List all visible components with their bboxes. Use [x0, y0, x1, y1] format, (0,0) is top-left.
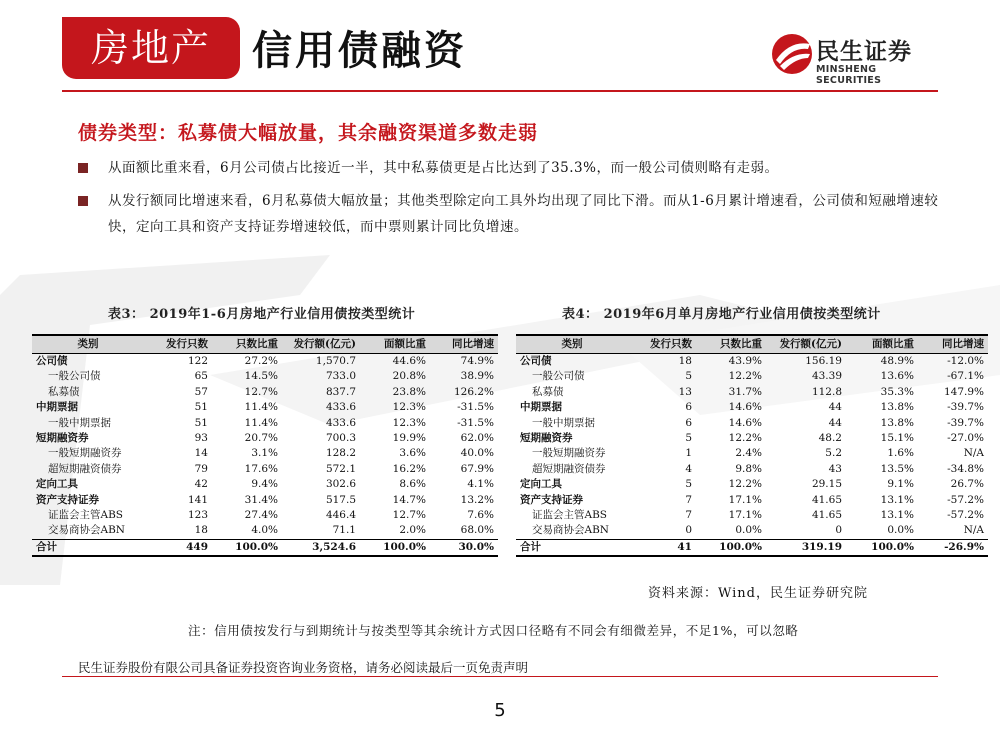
table4-value-cell: 7	[685, 509, 692, 522]
table3-value-cell: 14.7%	[392, 493, 426, 506]
table4-value-cell: 31.7%	[728, 385, 762, 398]
table3-value-cell: 62.0%	[460, 432, 494, 445]
table3-header-cell: 只数比重	[212, 335, 282, 354]
table3-header-row	[32, 335, 498, 354]
table4-value-cell: -34.8%	[947, 462, 984, 475]
table4-row	[516, 431, 988, 446]
table3-category-cell: 证监会主管ABS	[48, 509, 123, 522]
table4-value-cell: 44	[828, 416, 842, 429]
table3-value-cell: 93	[194, 432, 208, 445]
table4-value-cell: 18	[678, 355, 692, 367]
table3-header-cell: 同比增速	[430, 335, 498, 354]
table4-value-cell: 1	[685, 447, 692, 460]
table4-value-cell: 100.0%	[846, 539, 918, 556]
table3-category-cell: 定向工具	[36, 478, 78, 491]
table4-value-cell: 13.8%	[880, 416, 914, 429]
table3-value-cell: 12.7%	[392, 509, 426, 522]
table4-value-cell: 0.0%	[887, 524, 914, 537]
table3-value-cell: 27.4%	[244, 509, 278, 522]
table4-value-cell: 29.15	[811, 478, 842, 491]
table3-header-cell: 面额比重	[360, 335, 430, 354]
table3-header-cell: 发行额(亿元)	[282, 335, 360, 354]
table3-value-cell: 11.4%	[244, 401, 278, 414]
table3-value-cell: 40.0%	[460, 447, 494, 460]
source-note: 资料来源：Wind，民生证券研究院	[648, 586, 868, 601]
table4-value-cell: 5.2	[825, 447, 842, 460]
table3-value-cell: 57	[194, 385, 208, 398]
table3-value-cell: 3,524.6	[282, 539, 360, 556]
table3-value-cell: 17.6%	[244, 462, 278, 475]
table4-value-cell: 26.7%	[950, 478, 984, 491]
table3-category-cell: 短期融资券	[36, 432, 89, 445]
table4-value-cell: 17.1%	[728, 509, 762, 522]
table3-value-cell: 67.9%	[460, 462, 494, 475]
table4-value-cell: 2.4%	[735, 447, 762, 460]
table3-value-cell: 12.7%	[244, 385, 278, 398]
table4-value-cell: -26.9%	[918, 539, 988, 556]
table4-value-cell: 9.8%	[735, 462, 762, 475]
table4-value-cell: 6	[685, 401, 692, 414]
table4-category-cell: 私募债	[532, 385, 564, 398]
table3-value-cell: 68.0%	[460, 524, 494, 537]
logo-english-name: MINSHENG SECURITIES	[816, 64, 882, 86]
table3-category-cell: 中期票据	[36, 401, 78, 414]
table3-value-cell: 11.4%	[244, 416, 278, 429]
table3-value-cell: 4.0%	[251, 524, 278, 537]
table3-category-cell: 资产支持证券	[36, 493, 99, 506]
table3-row	[32, 523, 498, 539]
table4-value-cell: 5	[685, 370, 692, 383]
table3-row	[32, 477, 498, 492]
table4-header-cell: 发行只数	[628, 335, 696, 354]
table4-category-cell: 资产支持证券	[520, 493, 583, 506]
table3-value-cell: 74.9%	[460, 355, 494, 367]
table4-value-cell: 43	[828, 462, 842, 475]
table4-value-cell: 17.1%	[728, 493, 762, 506]
table4-category-cell: 一般公司债	[532, 370, 585, 383]
table3-value-cell: 27.2%	[244, 355, 278, 367]
table3-value-cell: 20.7%	[244, 432, 278, 445]
table3-value-cell: -31.5%	[457, 416, 494, 429]
page-number: 5	[494, 700, 506, 721]
table3-row	[32, 385, 498, 400]
table4-value-cell: 15.1%	[880, 432, 914, 445]
table3-row	[32, 462, 498, 477]
table4-category-cell: 合计	[516, 539, 628, 556]
table3-value-cell: 7.6%	[467, 509, 494, 522]
table3-value-cell: 16.2%	[392, 462, 426, 475]
table3-value-cell: 100.0%	[360, 539, 430, 556]
table3-row	[32, 446, 498, 461]
table4-value-cell: 41	[628, 539, 696, 556]
table4-value-cell: N/A	[963, 447, 984, 460]
table4-value-cell: 100.0%	[696, 539, 766, 556]
table4-row	[516, 493, 988, 508]
table4-value-cell: -27.0%	[947, 432, 984, 445]
table4-value-cell: 14.6%	[728, 401, 762, 414]
table3-value-cell: 20.8%	[392, 370, 426, 383]
table4-category-cell: 中期票据	[520, 401, 562, 414]
footer-disclaimer: 民生证券股份有限公司具备证券投资咨询业务资格，请务必阅读最后一页免责声明	[78, 660, 529, 675]
table3-value-cell: 30.0%	[430, 539, 498, 556]
table4-value-cell: 5	[685, 432, 692, 445]
table3	[32, 334, 498, 557]
table4-header-cell: 同比增速	[918, 335, 988, 354]
table4-value-cell: 7	[685, 493, 692, 506]
company-logo	[770, 30, 945, 86]
table4-value-cell: 6	[685, 416, 692, 429]
table4-value-cell: 41.65	[811, 493, 842, 506]
table3-value-cell: 446.4	[325, 509, 356, 522]
footer-divider	[62, 676, 938, 677]
table4-value-cell: 5	[685, 478, 692, 491]
table4-value-cell: 9.1%	[887, 478, 914, 491]
footnote: 注：信用债按发行与到期统计与按类型等其余统计方式因口径略有不同会有细微差异，不足1%，可以忽略	[188, 623, 799, 638]
table3-total-row	[32, 539, 498, 556]
table3-header-cell: 发行只数	[144, 335, 212, 354]
table4-header-cell: 只数比重	[696, 335, 766, 354]
table3-value-cell: 126.2%	[453, 385, 494, 398]
table4-value-cell: 41.65	[811, 509, 842, 522]
header-divider	[62, 90, 938, 92]
table3-value-cell: 449	[144, 539, 212, 556]
category-tag: 房地产	[62, 17, 240, 79]
table3-value-cell: 19.9%	[392, 432, 426, 445]
logo-chinese-name: 民生证券	[816, 39, 912, 65]
table4-value-cell: 1.6%	[887, 447, 914, 460]
table3-value-cell: 433.6	[325, 416, 356, 429]
table4-header-row	[516, 335, 988, 354]
table4-row	[516, 523, 988, 539]
table3-value-cell: 13.2%	[460, 493, 494, 506]
table3-value-cell: 42	[194, 478, 208, 491]
table4-value-cell: 156.19	[805, 355, 842, 367]
table4-value-cell: 48.9%	[880, 355, 914, 367]
table4-header-cell: 面额比重	[846, 335, 918, 354]
bullet-paragraph-1: 从面额比重来看，6月公司债占比接近一半，其中私募债更是占比达到了35.3%，而一般公司债则略有走弱。	[108, 160, 779, 176]
table3-row	[32, 493, 498, 508]
table4-value-cell: 319.19	[766, 539, 846, 556]
table3-row	[32, 354, 498, 370]
table3-value-cell: 31.4%	[244, 493, 278, 506]
table4-value-cell: -39.7%	[947, 401, 984, 414]
table3-value-cell: 302.6	[325, 478, 356, 491]
table3-value-cell: 433.6	[325, 401, 356, 414]
table4-row	[516, 462, 988, 477]
table3-value-cell: 733.0	[325, 370, 356, 383]
table4-value-cell: -67.1%	[947, 370, 984, 383]
table3-value-cell: 3.1%	[251, 447, 278, 460]
table4-row	[516, 385, 988, 400]
table3-value-cell: 14	[194, 447, 208, 460]
table3-value-cell: 837.7	[325, 385, 356, 398]
table3-value-cell: 8.6%	[399, 478, 426, 491]
table4-value-cell: 0	[685, 524, 692, 537]
table3-category-cell: 私募债	[48, 385, 80, 398]
table4-value-cell: 12.2%	[728, 370, 762, 383]
logo-mark-icon	[770, 30, 814, 78]
bullet-marker-icon	[78, 196, 88, 206]
table4-value-cell: 43.39	[811, 370, 842, 383]
table3-caption: 表3： 2019年1-6月房地产行业信用债按类型统计	[108, 307, 416, 322]
table3-header-cell: 类别	[32, 335, 144, 354]
table4-category-cell: 超短期融资债券	[532, 462, 606, 475]
table4-total-row	[516, 539, 988, 556]
table4-value-cell: -57.2%	[947, 493, 984, 506]
table4-value-cell: 44	[828, 401, 842, 414]
table3-value-cell: 38.9%	[460, 370, 494, 383]
table3-value-cell: 123	[187, 509, 208, 522]
table3-value-cell: 12.3%	[392, 401, 426, 414]
table4-value-cell: 4	[685, 462, 692, 475]
table4-value-cell: 14.6%	[728, 416, 762, 429]
table3-value-cell: 122	[187, 355, 208, 367]
table3-value-cell: 51	[194, 401, 208, 414]
table4-header-cell: 发行额(亿元)	[766, 335, 846, 354]
table4-category-cell: 定向工具	[520, 478, 562, 491]
table3-value-cell: 700.3	[325, 432, 356, 445]
table3-value-cell: 14.5%	[244, 370, 278, 383]
table3-value-cell: 100.0%	[212, 539, 282, 556]
table3-category-cell: 超短期融资债券	[48, 462, 122, 475]
table4-row	[516, 508, 988, 523]
table4-caption: 表4： 2019年6月单月房地产行业信用债按类型统计	[562, 307, 881, 322]
table4-value-cell: 0	[835, 524, 842, 537]
table3-value-cell: 44.6%	[392, 355, 426, 367]
table3-category-cell: 合计	[32, 539, 144, 556]
page-title: 信用债融资	[252, 27, 467, 74]
table4-row	[516, 416, 988, 431]
table3-value-cell: 71.1	[332, 524, 356, 537]
table4-category-cell: 交易商协会ABN	[532, 524, 609, 537]
table4-value-cell: 12.2%	[728, 478, 762, 491]
table3-category-cell: 交易商协会ABN	[48, 524, 125, 537]
table4-value-cell: -12.0%	[947, 355, 984, 367]
table4-value-cell: 12.2%	[728, 432, 762, 445]
table4-header-cell: 类别	[516, 335, 628, 354]
table4-value-cell: 13.6%	[880, 370, 914, 383]
table3-value-cell: 12.3%	[392, 416, 426, 429]
table4-value-cell: 13	[678, 385, 692, 398]
table4-category-cell: 一般中期票据	[532, 416, 595, 429]
table3-value-cell: 4.1%	[467, 478, 494, 491]
table4-value-cell: 43.9%	[728, 355, 762, 367]
table3-row	[32, 508, 498, 523]
table4-value-cell: N/A	[963, 524, 984, 537]
bullet-paragraph-2: 从发行额同比增速来看，6月私募债大幅放量；其他类型除定向工具外均出现了同比下滑。而从1-6月累计增速看，公司债和短融增速较快，定向工具和资产支持证券增速较低，而中票则累计同比负增速。	[108, 193, 939, 235]
table4-row	[516, 477, 988, 492]
table4-value-cell: 147.9%	[943, 385, 984, 398]
table3-value-cell: 517.5	[325, 493, 356, 506]
table4	[516, 334, 988, 557]
table3-value-cell: 51	[194, 416, 208, 429]
table3-value-cell: -31.5%	[457, 401, 494, 414]
table4-value-cell: -39.7%	[947, 416, 984, 429]
table3-value-cell: 2.0%	[399, 524, 426, 537]
table4-row	[516, 400, 988, 415]
table3-value-cell: 23.8%	[392, 385, 426, 398]
table3-value-cell: 18	[194, 524, 208, 537]
table4-value-cell: 13.1%	[880, 509, 914, 522]
table3-row	[32, 416, 498, 431]
table4-value-cell: 35.3%	[880, 385, 914, 398]
table3-category-cell: 一般短期融资券	[48, 447, 122, 460]
table3-value-cell: 141	[187, 493, 208, 506]
table4-row	[516, 354, 988, 370]
table4-value-cell: 13.1%	[880, 493, 914, 506]
table4-category-cell: 证监会主管ABS	[532, 509, 607, 522]
table3-value-cell: 1,570.7	[315, 355, 356, 367]
table3-value-cell: 3.6%	[399, 447, 426, 460]
table4-value-cell: 48.2	[818, 432, 842, 445]
table3-value-cell: 572.1	[325, 462, 356, 475]
table4-category-cell: 一般短期融资券	[532, 447, 606, 460]
bullet-marker-icon	[78, 163, 88, 173]
table3-row	[32, 431, 498, 446]
table4-row	[516, 369, 988, 384]
table3-value-cell: 65	[194, 370, 208, 383]
table3-row	[32, 369, 498, 384]
table4-value-cell: -57.2%	[947, 509, 984, 522]
table3-value-cell: 9.4%	[251, 478, 278, 491]
table4-value-cell: 13.5%	[880, 462, 914, 475]
table4-value-cell: 112.8	[811, 385, 842, 398]
table3-row	[32, 400, 498, 415]
table3-value-cell: 79	[194, 462, 208, 475]
table3-category-cell: 一般中期票据	[48, 416, 111, 429]
table4-category-cell: 公司债	[520, 355, 552, 367]
table4-value-cell: 0.0%	[735, 524, 762, 537]
table3-category-cell: 一般公司债	[48, 370, 101, 383]
table4-row	[516, 446, 988, 461]
table3-category-cell: 公司债	[36, 355, 68, 367]
table4-category-cell: 短期融资券	[520, 432, 573, 445]
table3-value-cell: 128.2	[325, 447, 356, 460]
table4-value-cell: 13.8%	[880, 401, 914, 414]
section-heading: 债券类型：私募债大幅放量，其余融资渠道多数走弱	[78, 122, 539, 144]
